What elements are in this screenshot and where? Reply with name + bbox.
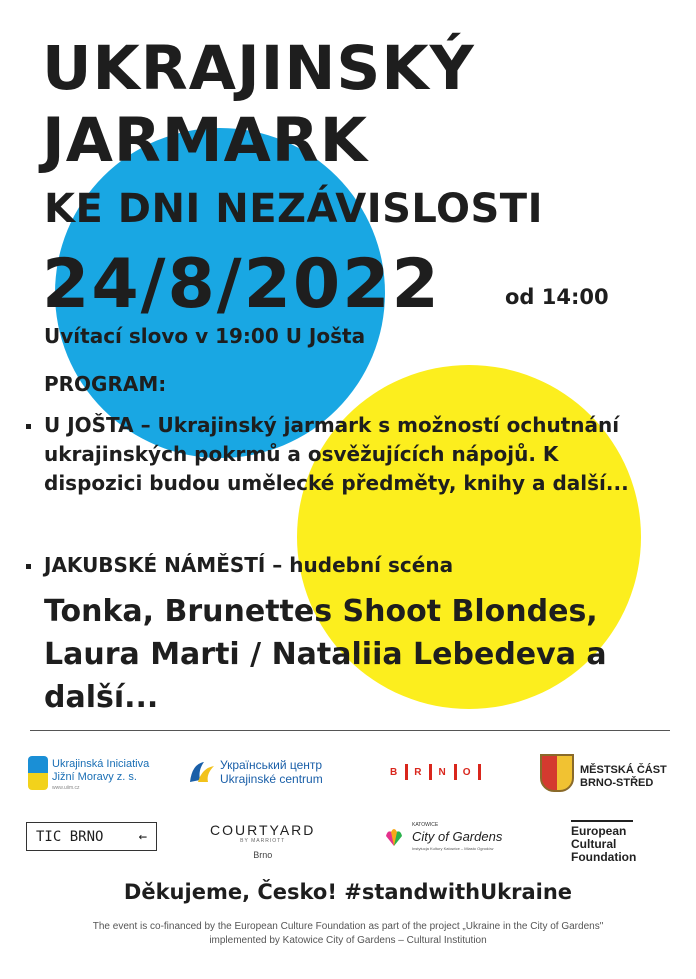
ui-line-1: Ukrajinská Iniciativa [52, 758, 150, 770]
brno-bar [429, 764, 432, 780]
cog-sub: Instytucja Kultury Katowice – Miasto Ogrodów [412, 846, 494, 851]
ukrainian-centre-mark-icon [186, 758, 216, 786]
program-item-1: U JOŠTA – Ukrajinský jarmark s možností ochutnání ukrajinských pokrmů a osvěžujících nápojů. K dispozici budou umělecké předměty, knihy a další... [44, 413, 629, 495]
title-line-1: UKRAJINSKÝ [42, 33, 475, 104]
mc-line-2: BRNO-STŘED [580, 777, 654, 789]
program-heading: PROGRAM: [44, 372, 167, 396]
welcome-speech: Uvítací slovo v 19:00 U Jošta [44, 324, 366, 348]
logo-european-cultural-foundation [571, 820, 636, 864]
brno-letter: O [462, 766, 473, 778]
title-line-3: KE DNI NEZÁVISLOSTI [44, 186, 543, 232]
ecf-rule [571, 820, 633, 822]
brno-bar [454, 764, 457, 780]
ecf-line-3: Foundation [571, 850, 637, 864]
event-date: 24/8/2022 [42, 245, 441, 324]
program-item-2: JAKUBSKÉ NÁMĚSTÍ – hudební scéna [44, 553, 454, 577]
cog-name: City of Gardens [412, 829, 503, 844]
logo-courtyard [210, 822, 315, 860]
courtyard-city: Brno [253, 850, 273, 860]
crest-icon [540, 754, 574, 792]
ecf-line-2: Cultural [571, 837, 617, 851]
divider [30, 730, 670, 731]
logo-brno [390, 764, 481, 780]
title-line-2: JARMARK [42, 105, 369, 176]
bullet-icon [26, 564, 31, 569]
ui-url: www.uiim.cz [52, 785, 80, 791]
courtyard-name: COURTYARD [210, 822, 316, 838]
footer-line-2: implemented by Katowice City of Gardens – Cultural Institution [209, 935, 487, 946]
thanks-line: Děkujeme, Česko! #standwithUkraine [123, 880, 573, 904]
logo-tic-brno [26, 822, 157, 851]
ui-line-2: Jižní Moravy z. s. [52, 771, 137, 783]
hand-icon [28, 756, 48, 790]
tic-label: TIC BRNO [36, 828, 104, 845]
ecf-line-1: European [571, 824, 627, 838]
cog-top: KATOWICE [412, 822, 439, 828]
uc-line-1: Український центр [220, 758, 323, 772]
bullet-icon [26, 424, 31, 429]
event-time: od 14:00 [505, 285, 609, 309]
band-list: Tonka, Brunettes Shoot Blondes, Laura Marti / Nataliia Lebedeva a další... [44, 594, 607, 715]
footer-line-1: The event is co-financed by the European Culture Foundation as part of the project „Ukraine in the City of Gardens" [92, 921, 604, 932]
brno-bar [405, 764, 408, 780]
uc-line-2: Ukrajinské centrum [220, 772, 323, 786]
brno-letter: B [390, 766, 400, 778]
brno-letter: N [438, 766, 448, 778]
mc-line-1: MĚSTSKÁ ČÁST [580, 764, 667, 776]
brno-bar [478, 764, 481, 780]
courtyard-by: BY MARRIOTT [240, 838, 286, 844]
flower-icon [382, 826, 406, 848]
brno-letter: R [414, 766, 424, 778]
arrow-left-icon: ← [138, 828, 147, 845]
